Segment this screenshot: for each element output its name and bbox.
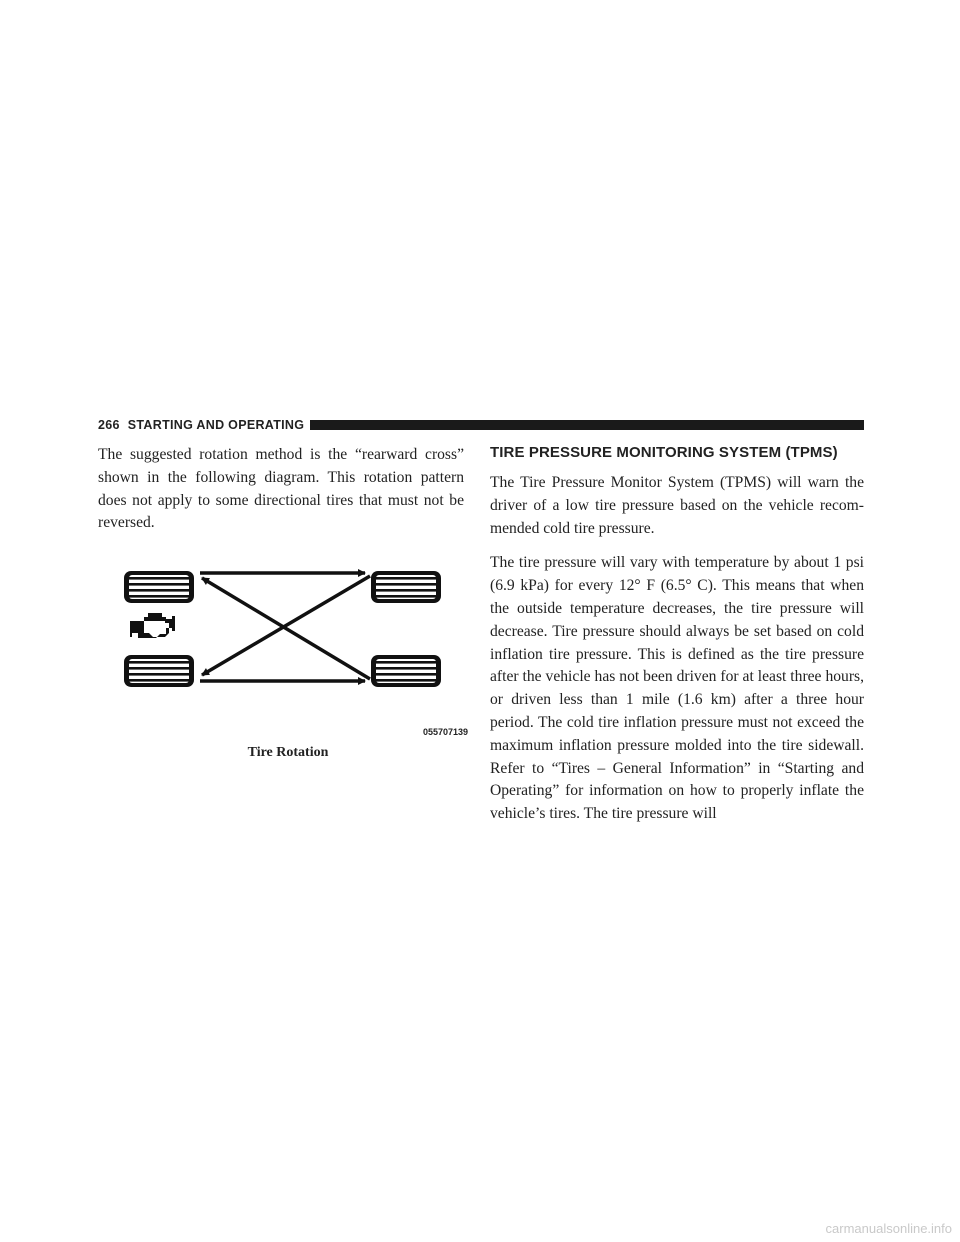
tire-icon [371,571,441,603]
figure-caption: Tire Rotation [247,745,329,760]
tire-icon [124,655,194,687]
tire-icon [124,571,194,603]
arrow-icon [202,578,370,679]
tpms-intro-paragraph: The Tire Pressure Monitor System (TPMS) will warn the driver of a low tire pressure based on the vehicle recom-mended cold tire pressure. [490,474,864,537]
rotation-paragraph: The suggested rotation method is the “rearward cross” shown in the following diagram. This rotation pattern does not apply to some directional tires that must not be reversed. [98,446,464,532]
arrow-icon [202,576,370,675]
figure-code: 055707139 [422,727,468,737]
tpms-temperature-paragraph: The tire pressure will vary with temperature by about 1 psi (6.9 kPa) for every 12° F (6.5° C). This means that when the outside temperature decreases, the tire pressure will decrease. Tire pressure should always be set based on cold inflation tire pressure. This is defined as the tire pressure after the vehicle has not been driven for at least three hours, or driven less than 1 mile (1.6 km) after a three hour period. The cold tire inflation pressure must not exceed the maximum inflation pressure molded into the tire sidewall. Refer to “Tires – General Information” in “Starting and Operating” for information on how to properly inflate the vehicle’s tires. The tire pressure will [490,554,864,823]
engine-icon [130,613,175,638]
page-header [98,417,864,433]
tire-icon [371,655,441,687]
watermark: carmanualsonline.info [825,1221,952,1236]
tire-rotation-diagram [118,535,468,735]
right-column [490,442,864,838]
section-title: TIRE PRESSURE MONITORING SYSTEM (TPMS) [490,444,838,461]
left-column [98,444,464,535]
page-number: 266 [98,418,120,432]
header-rule [310,420,864,430]
section-name: STARTING AND OPERATING [127,418,305,432]
tire-rotation-figure [118,535,468,765]
